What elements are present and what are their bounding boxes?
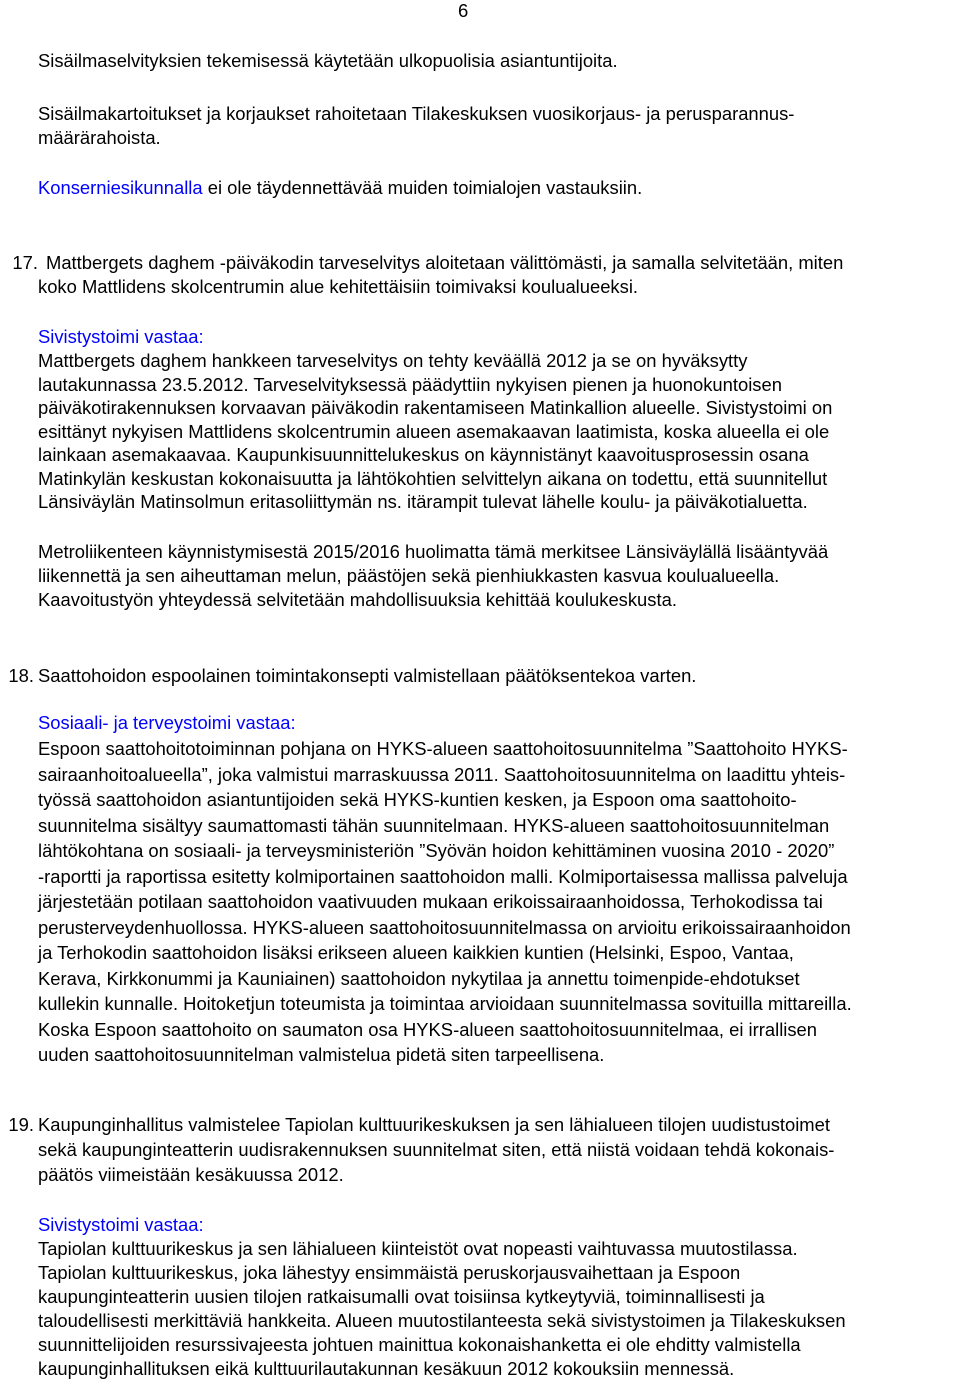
text-line: Mattbergets daghem -päiväkodin tarveselvitys aloitetaan välittömästi, ja samalla selvitetään, miten bbox=[46, 252, 844, 273]
item-18-number: 18. bbox=[8, 665, 34, 686]
text-line: Mattbergets daghem hankkeen tarveselvitys on tehty keväällä 2012 ja se on hyväksytty bbox=[38, 350, 748, 371]
responder-label: Sivistystoimi vastaa: bbox=[38, 326, 204, 347]
text-line: Kaupunginhallitus valmistelee Tapiolan kulttuurikeskuksen ja sen lähialueen tilojen uudistustoimet bbox=[38, 1114, 830, 1135]
text-line: kaupunginhallituksen eikä kulttuurilautakunnan kesäkuun 2012 kokouksiin mennessä. bbox=[38, 1358, 735, 1379]
text-line: Matinkylän keskustan kokonaisuutta ja lähtökohtien selvittelyn aikana on todettu, että suunnitellut bbox=[38, 467, 828, 489]
text-line: lautakunnassa 23.5.2012. Tarveselvityksessä päädyttiin nykyisen pienen ja huonokuntoisen bbox=[38, 373, 782, 395]
text-line: suunnitelma sisältyy saumattomasti tähän suunnitelmaan. HYKS-alueen saattohoitosuunnitelman bbox=[38, 814, 830, 836]
text-line: Kaavoitustyön yhteydessä selvitetään mahdollisuuksia kehittää koulukeskusta. bbox=[38, 589, 677, 610]
text-line: järjestetään potilaan saattohoidon vaativuuden mukaan erikoissairaanhoidossa, Terhokodissa tai bbox=[38, 891, 823, 912]
text-line: -raportti ja raportissa esitetty kolmiportainen saattohoidon malli. Kolmiportaisessa mallissa palveluja bbox=[38, 865, 848, 887]
responder-label: Sosiaali- ja terveystoimi vastaa: bbox=[38, 712, 296, 733]
text-line: liikennettä ja sen aiheuttaman melun, päästöjen sekä pienhiukkasten kasvua koulualueella. bbox=[38, 565, 780, 586]
text-line: Saattohoidon espoolainen toimintakonsepti valmistellaan päätöksentekoa varten. bbox=[38, 665, 697, 686]
text-line: Tapiolan kulttuurikeskus ja sen lähialueen kiinteistöt ovat nopeasti vaihtuvassa muutostilassa. bbox=[38, 1238, 798, 1259]
page-number: 6 bbox=[458, 0, 469, 21]
konserniesikunta-text: ei ole täydennettävää muiden toimialojen vastauksiin. bbox=[202, 177, 643, 198]
text-line: päätös viimeistään kesäkuussa 2012. bbox=[38, 1164, 344, 1185]
text-line: Tapiolan kulttuurikeskus, joka lähestyy ensimmäistä peruskorjausvaihettaan ja Espoon bbox=[38, 1262, 741, 1283]
text-line: Sisäilmakartoitukset ja korjaukset rahoitetaan Tilakeskuksen vuosikorjaus- ja perusparannus- bbox=[38, 103, 795, 124]
text-line: Koska Espoon saattohoito on saumaton osa HYKS-alueen saattohoitosuunnitelmaa, ei irrallisen bbox=[38, 1018, 818, 1040]
item-19-number: 19. bbox=[8, 1114, 34, 1135]
text-line bbox=[38, 177, 642, 199]
text-line: Länsiväylän Matinsolmun eritasoliittymän ns. itärampit tulevat lähelle koulu- ja päiväkotialuetta. bbox=[38, 491, 808, 512]
text-line: päiväkotirakennuksen korvaavan päiväkodin rakentamiseen Matinkallion alueelle. Sivistystoimi on bbox=[38, 397, 833, 418]
text-line: lähtökohtana on sosiaali- ja terveysministeriön ”Syövän hoidon kehittäminen vuosina 2010 - 2020” bbox=[38, 840, 835, 861]
text-line: uuden saattohoitosuunnitelman valmistelua pidetä siten tarpeellisena. bbox=[38, 1044, 605, 1065]
text-line: Espoon saattohoitotoiminnan pohjana on HYKS-alueen saattohoitosuunnitelma ”Saattohoito HYKS- bbox=[38, 738, 848, 759]
text-line: ja Terhokodin saattohoidon lisäksi erikseen alueen kaikkien kuntien (Helsinki, Espoo, Vantaa, bbox=[38, 942, 794, 963]
text-line: Metroliikenteen käynnistymisestä 2015/2016 huolimatta tämä merkitsee Länsiväylällä lisääntyvää bbox=[38, 541, 829, 562]
responder-label: Sivistystoimi vastaa: bbox=[38, 1214, 204, 1235]
text-line: sairaanhoitoalueella”, joka valmistui marraskuussa 2011. Saattohoitosuunnitelma on laadittu yhteis- bbox=[38, 763, 846, 785]
text-line: suunnittelijoiden resurssivajeesta johtuen mainittua kokonaishanketta ei ole ehditty valmistella bbox=[38, 1334, 801, 1355]
text-line: perusterveydenhuollossa. HYKS-alueen saattohoitosuunnitelmassa on arvioitu erikoissairaanhoidon bbox=[38, 916, 851, 938]
text-line: sekä kaupunginteatterin uudisrakennuksen suunnitelmat siten, että niistä voidaan tehdä kokonais- bbox=[38, 1139, 835, 1160]
text-line: määrärahoista. bbox=[38, 127, 161, 148]
item-17-number: 17. bbox=[12, 252, 38, 273]
text-line: Kerava, Kirkkonummi ja Kauniainen) saattohoidon nykytilaa ja annettu toimenpide-ehdotukset bbox=[38, 967, 800, 989]
text-line: työssä saattohoidon asiantuntijoiden sekä HYKS-kuntien kesken, ja Espoon oma saattohoito- bbox=[38, 789, 797, 810]
text-line: kullekin kunnalle. Hoitoketjun toteumista ja toimintaa arvioidaan suunnitelmassa sovituilla mittareilla. bbox=[38, 993, 852, 1014]
konserniesikunta-label: Konserniesikunnalla bbox=[38, 177, 203, 198]
text-line: taloudellisesti merkittäviä hankkeita. Alueen muutostilanteesta sekä sivistystoimen ja Tilakeskuksen bbox=[38, 1310, 846, 1331]
text-line: kaupunginteatterin uusien tilojen ratkaisumalli ovat toisiinsa kytkeytyviä, toiminnallisesti ja bbox=[38, 1286, 765, 1307]
text-line: esittänyt nykyisen Mattlidens skolcentrumin alueen asemakaavan laatimista, koska alueella ei ole bbox=[38, 420, 830, 442]
text-line: lainkaan asemakaavaa. Kaupunkisuunnittelukeskus on käynnistänyt kaavoitusprosessin osana bbox=[38, 444, 809, 465]
text-line: Sisäilmaselvityksien tekemisessä käytetään ulkopuolisia asiantuntijoita. bbox=[38, 50, 618, 71]
text-line: koko Mattlidens skolcentrumin alue kehitettäisiin toimivaksi koulualueeksi. bbox=[38, 276, 639, 297]
